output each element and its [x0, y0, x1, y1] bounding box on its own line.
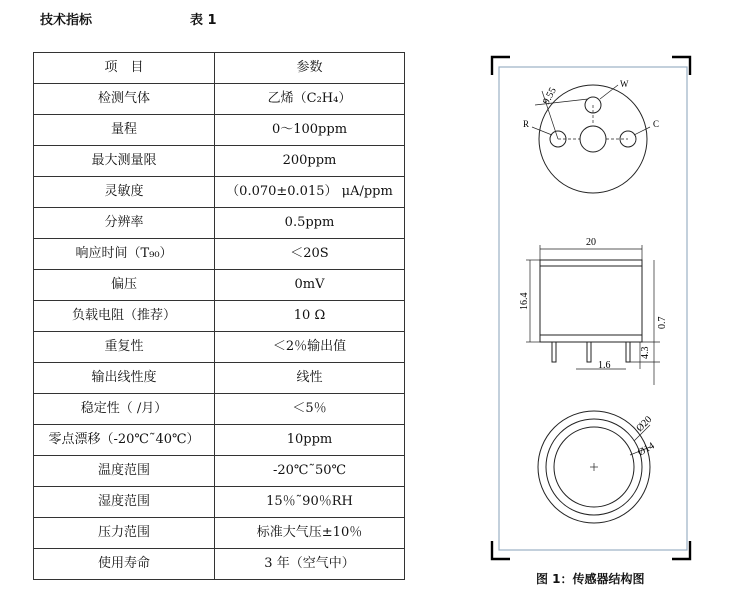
- table-row: [34, 270, 405, 301]
- dim-pin-length-label: 4.3: [640, 346, 651, 359]
- item-cell: 检测气体: [34, 84, 215, 115]
- dim-pin-dia-label: 1.6: [598, 360, 611, 371]
- table-row: [34, 332, 405, 363]
- table-row: [34, 425, 405, 456]
- table-row: [34, 84, 405, 115]
- param-cell: 15％˜90％RH: [215, 487, 405, 518]
- table-row: [34, 177, 405, 208]
- table-row: [34, 549, 405, 580]
- dim-outer-label: Ø20: [634, 414, 655, 435]
- param-cell: -20℃˜50℃: [215, 456, 405, 487]
- table-row: [34, 301, 405, 332]
- table-row: [34, 394, 405, 425]
- item-cell: 压力范围: [34, 518, 215, 549]
- side-view: [526, 245, 660, 385]
- param-cell: 10 Ω: [215, 301, 405, 332]
- item-cell: 重复性: [34, 332, 215, 363]
- table-header-row: [34, 53, 405, 84]
- param-cell: 3 年（空气中）: [215, 549, 405, 580]
- item-cell: 分辨率: [34, 208, 215, 239]
- dim-pin-offset-label: 0.7: [657, 316, 668, 329]
- dim-width-label: 20: [586, 237, 596, 248]
- sensor-structure-drawing: [490, 55, 700, 565]
- table-row: [34, 518, 405, 549]
- param-cell: 乙烯（C₂H₄）: [215, 84, 405, 115]
- param-cell: 0mV: [215, 270, 405, 301]
- header-param: 参数: [215, 53, 405, 84]
- param-cell: 标准大气压±10％: [215, 518, 405, 549]
- param-cell: 200ppm: [215, 146, 405, 177]
- figure-caption: 图 1：传感器结构图: [536, 572, 645, 586]
- param-cell: 0.5ppm: [215, 208, 405, 239]
- item-cell: 响应时间（T₉₀）: [34, 239, 215, 270]
- item-cell: 湿度范围: [34, 487, 215, 518]
- table-row: [34, 115, 405, 146]
- item-cell: 温度范围: [34, 456, 215, 487]
- item-cell: 零点漂移（-20℃˜40℃）: [34, 425, 215, 456]
- table-row: [34, 239, 405, 270]
- table-row: [34, 208, 405, 239]
- header-item: 项 目: [34, 53, 215, 84]
- param-cell: 线性: [215, 363, 405, 394]
- param-cell: （0.070±0.015） μA/ppm: [215, 177, 405, 208]
- label-c: C: [653, 119, 660, 129]
- table-row: [34, 456, 405, 487]
- item-cell: 灵敏度: [34, 177, 215, 208]
- dim-height-label: 16.4: [519, 292, 530, 310]
- label-r: R: [523, 119, 530, 129]
- section-title: 技术指标: [40, 13, 93, 28]
- item-cell: 量程: [34, 115, 215, 146]
- param-cell: ＜5％: [215, 394, 405, 425]
- bottom-view: [538, 411, 650, 523]
- spec-table: [33, 52, 405, 580]
- table-label: 表 1: [190, 13, 217, 28]
- dim-inner-label: Ø14: [636, 440, 657, 459]
- item-cell: 稳定性（ /月）: [34, 394, 215, 425]
- table-row: [34, 146, 405, 177]
- item-cell: 输出线性度: [34, 363, 215, 394]
- item-cell: 最大测量限: [34, 146, 215, 177]
- corner-bracket-tl: [492, 57, 510, 75]
- param-cell: 10ppm: [215, 425, 405, 456]
- param-cell: 0～100ppm: [215, 115, 405, 146]
- param-cell: ＜20S: [215, 239, 405, 270]
- item-cell: 负载电阻（推荐）: [34, 301, 215, 332]
- item-cell: 使用寿命: [34, 549, 215, 580]
- label-w: W: [620, 79, 629, 89]
- dim-diagonal-label: 9.55: [540, 85, 559, 107]
- item-cell: 偏压: [34, 270, 215, 301]
- param-cell: ＜2％输出值: [215, 332, 405, 363]
- table-row: [34, 487, 405, 518]
- table-row: [34, 363, 405, 394]
